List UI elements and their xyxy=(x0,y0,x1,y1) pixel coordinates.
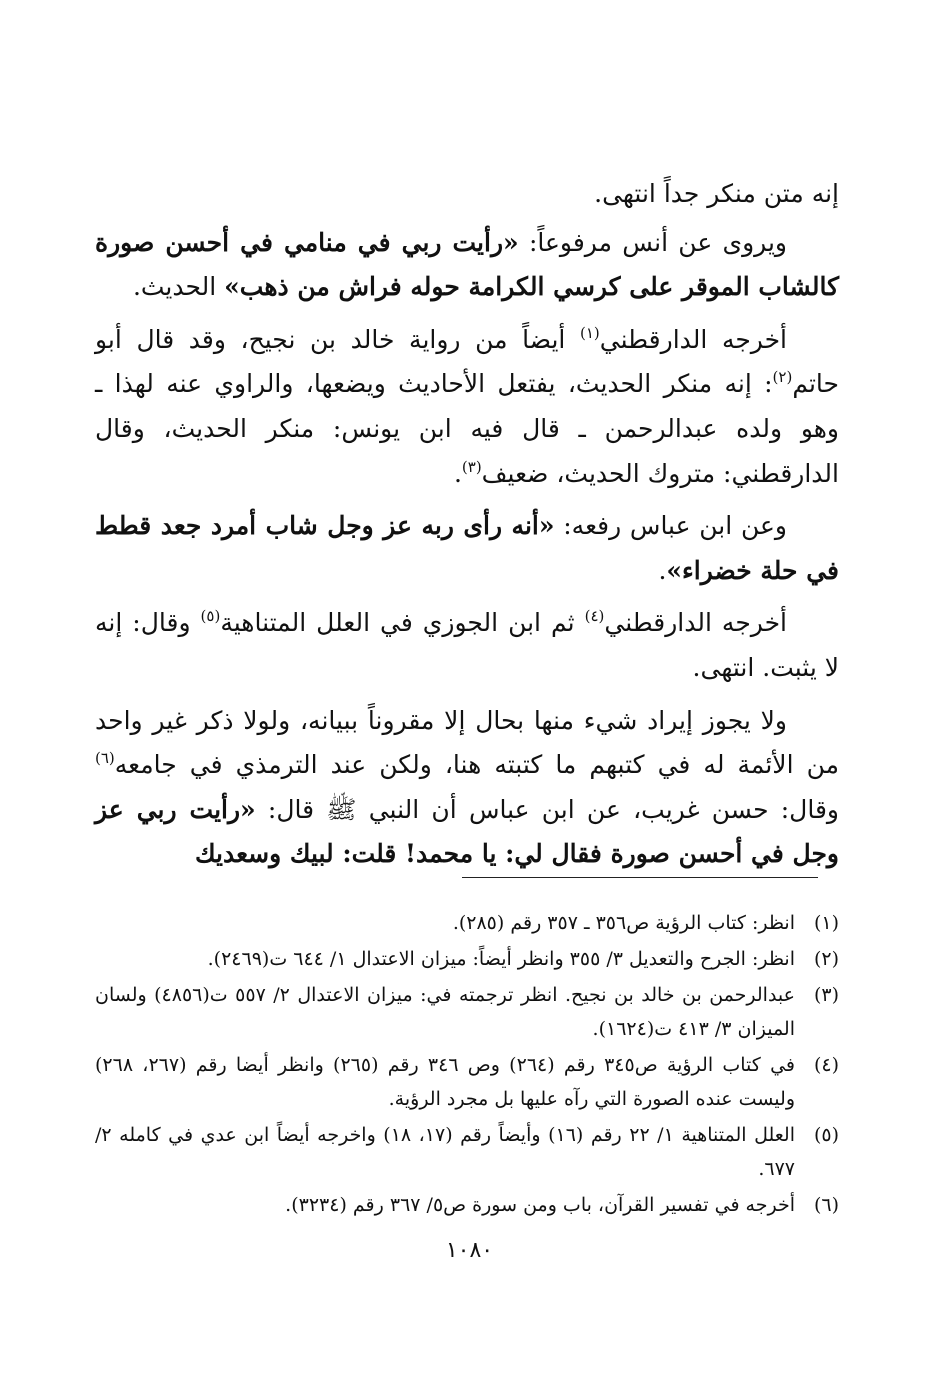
paragraph-4-tail: . xyxy=(658,555,667,585)
footnote-2 xyxy=(95,942,839,976)
hadith-quote-2: «أنه رأى ربه عز وجل شاب أمرد جعد قطط في حلة خضراء» xyxy=(95,511,839,585)
footnote-number: (٤) xyxy=(813,1054,839,1076)
footnote-6 xyxy=(95,1188,839,1222)
page-number: ١٠٨٠ xyxy=(445,1238,494,1263)
footnote-ref-4[interactable]: (٤) xyxy=(584,607,605,626)
paragraph-3-part-d: . xyxy=(453,458,462,488)
footnote-number: (٥) xyxy=(813,1124,839,1146)
paragraph-5-part-a: أخرجه الدارقطني xyxy=(604,608,787,638)
footnote-5 xyxy=(95,1118,839,1186)
footnote-number: (٣) xyxy=(813,984,839,1006)
footnote-1 xyxy=(95,906,839,940)
paragraph-5-part-c: وقال: إنه لا يثبت. انتهى. xyxy=(95,608,839,682)
footnote-ref-2[interactable]: (٢) xyxy=(772,368,793,387)
footnote-ref-1[interactable]: (١) xyxy=(580,323,600,342)
footnote-4 xyxy=(95,1048,839,1116)
hadith-quote-1: «رأيت ربي في منامي في أحسن صورة كالشاب الموقر على كرسي الكرامة حوله فراش من ذهب» xyxy=(95,227,839,302)
footnote-text: في كتاب الرؤية ص٣٤٥ رقم (٢٦٤) وص ٣٤٦ رقم (٢٦٥) وانظر أيضا رقم (٢٦٧، ٢٦٨) وليست عنده الصورة التي رآه عليها بل مجرد الرؤية. xyxy=(95,1054,795,1110)
paragraph-6-part-a: ولا يجوز إيراد شيء منها بحال إلا مقروناً ببيانه، ولولا ذكر غير واحد من الأئمة له في كتبهم ما كتبته هنا، ولكن عند الترمذي في جامعه xyxy=(95,705,839,780)
footnote-separator xyxy=(462,877,818,878)
footnote-text: أخرجه في تفسير القرآن، باب ومن سورة ص٥/ ٣٦٧ رقم (٣٢٣٤). xyxy=(285,1194,795,1216)
paragraph-2-tail: الحديث. xyxy=(132,272,225,302)
footnote-text: انظر: كتاب الرؤية ص٣٥٦ ـ ٣٥٧ رقم (٢٨٥). xyxy=(452,912,795,934)
footnotes xyxy=(95,906,839,1224)
footnote-text: العلل المتناهية ١/ ٢٢ رقم (١٦) وأيضاً رقم (١٧، ١٨) واخرجه أيضاً ابن عدي في كامله ٢/ ٦٧٧. xyxy=(95,1124,795,1180)
hadith-quote-3: «رأيت ربي عز وجل في أحسن صورة فقال لي: يا محمد! قلت: لبيك وسعديك xyxy=(95,794,839,869)
paragraph-1 xyxy=(95,172,839,217)
paragraph-4-intro: وعن ابن عباس رفعه: xyxy=(554,511,787,541)
paragraph-4 xyxy=(95,504,839,593)
footnote-text: انظر: الجرح والتعديل ٣/ ٣٥٥ وانظر أيضاً: ميزان الاعتدال ١/ ٦٤٤ ت(٢٤٦٩). xyxy=(207,948,795,970)
main-text xyxy=(95,172,839,877)
footnote-ref-3[interactable]: (٣) xyxy=(461,457,482,476)
paragraph-5-part-b: ثم ابن الجوزي في العلل المتناهية xyxy=(220,608,585,638)
paragraph-5 xyxy=(95,601,839,690)
paragraph-3 xyxy=(95,318,839,496)
paragraph-1-text: إنه متن منكر جداً انتهى. xyxy=(594,179,839,208)
paragraph-6-part-b: وقال: حسن غريب، عن ابن عباس أن النبي ﷺ قال: xyxy=(255,794,839,824)
footnote-3 xyxy=(95,978,839,1046)
footnote-number: (٢) xyxy=(813,948,839,970)
footnote-ref-5[interactable]: (٥) xyxy=(200,607,221,626)
paragraph-2-intro: ويروى عن أنس مرفوعاً: xyxy=(518,227,787,257)
footnote-ref-6[interactable]: (٦) xyxy=(95,749,115,768)
paragraph-3-part-a: أخرجه الدارقطني xyxy=(599,324,787,354)
paragraph-3-part-b: أيضاً من رواية خالد بن نجيح، وقد قال أبو حاتم xyxy=(95,324,839,399)
footnote-number: (١) xyxy=(813,912,839,934)
footnote-number: (٦) xyxy=(813,1194,839,1216)
paragraph-3-part-c: : إنه منكر الحديث، يفتعل الأحاديث ويضعها، والراوي عنه لهذا ـ وهو ولده عبدالرحمن ـ قال فيه ابن يونس: منكر الحديث، وقال الدارقطني: متروك الحديث، ضعيف xyxy=(95,369,839,488)
paragraph-6 xyxy=(95,699,839,877)
footnote-text: عبدالرحمن بن خالد بن نجيح. انظر ترجمته في: ميزان الاعتدال ٢/ ٥٥٧ ت(٤٨٥٦) ولسان الميزان ٣/ ٤١٣ ت(١٦٢٤). xyxy=(95,984,795,1040)
paragraph-2 xyxy=(95,221,839,310)
